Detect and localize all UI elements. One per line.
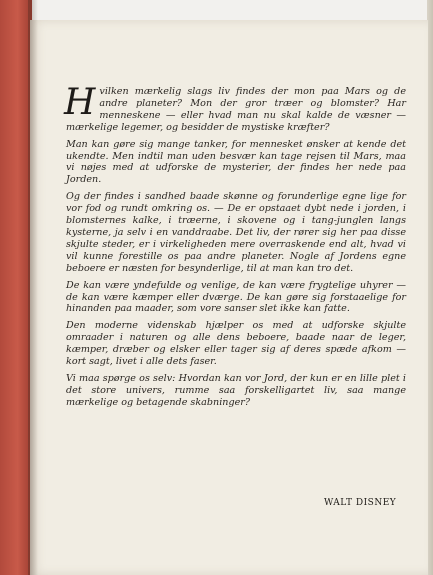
dropcap-letter: H: [64, 82, 96, 123]
page-text: [64, 82, 406, 414]
paragraph-6: Vi maa spørge os selv: Hvordan kan vor Jord, der kun er en lille plet i det store univers, rumme saa forskelligartet liv, saa mange mærkelige og betagende skabninger?: [66, 372, 406, 408]
paragraph-3: Og der findes i sandhed baade skønne og forunderlige egne lige for vor fod og rundt omkring os. — De er opstaaet dybt nede i jorden, i blomsternes kalke, i træerne, i skovene og i tang-junglen langs kysterne, ja selv i en vanddraabe. Det liv, der rører sig her paa disse skjulte steder, er i virkeligheden mere overraskende end alt, hvad vi vil kunne forestille os paa andre planeter. Nogle af Jordens egne beboere er næsten for besynderlige, til at man kan tro det.: [66, 191, 406, 274]
paragraph-4: De kan være yndefulde og venlige, de kan være frygtelige uhyrer — de kan være kæmper eller dværge. De kan gøre sig forstaaelige for hinanden paa maader, som vore sanser slet ikke kan fatte.: [66, 279, 406, 315]
paragraph-2: Man kan gøre sig mange tanker, for mennesket ønsker at kende det ukendte. Men indtil man uden besvær kan tage rejsen til Mars, maa vi nøjes med at udforske de mysterier, der findes her nede paa Jorden.: [66, 138, 406, 186]
spine-shadow: [28, 0, 38, 575]
paragraph-1: [64, 82, 406, 134]
paragraph-5: Den moderne videnskab hjælper os med at udforske skjulte omraader i naturen og alle dens beboere, baade naar de leger, kæmper, dræber og elsker eller tager sig af deres spæde afkom — kort sagt, livet i alle dets faser.: [66, 320, 406, 368]
book-page: [30, 20, 428, 575]
paragraph-1-text: vilken mærkelig slags liv findes der mon paa Mars og de andre planeter? Mon der gror træer og blomster? Har menneskene — eller hvad man nu skal kalde de væsner — mærkelige legemer, og besidder de mystiske kræfter?: [66, 86, 406, 133]
background-surface: [32, 0, 433, 22]
author-signature: WALT DISNEY: [324, 498, 397, 508]
